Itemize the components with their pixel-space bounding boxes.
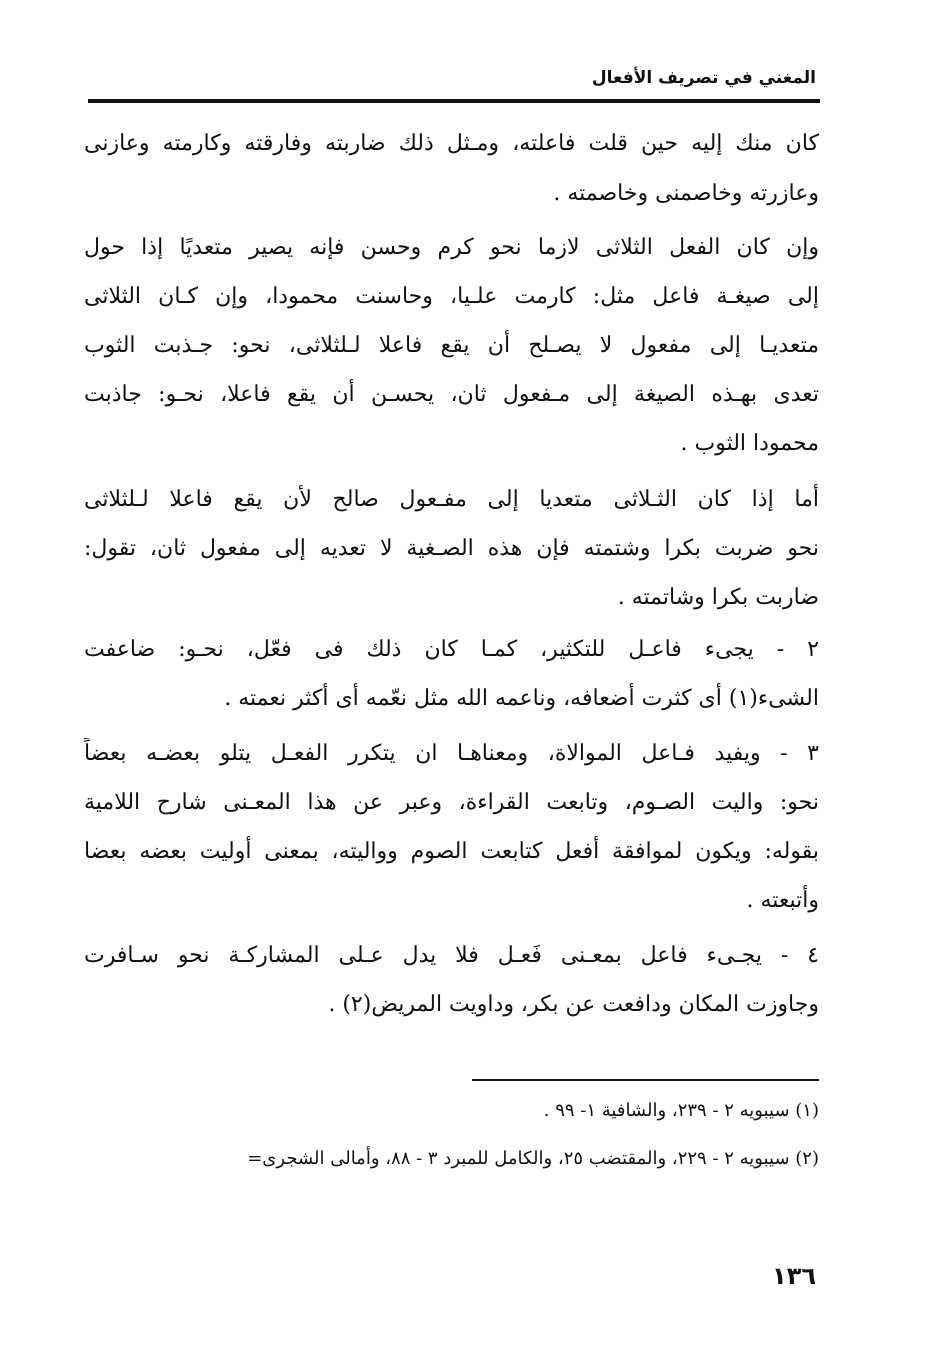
footnote: (٢) سيبويه ٢ - ٢٢٩، والمقتضب ٢٥، والكامل للمبرد ٣ - ٨٨، وأمالى الشجرى= bbox=[247, 1148, 819, 1169]
body-line: وإن كان الفعل الثلاثى لازما نحو كرم وحسن فإنه يصير متعديًا إذا حول bbox=[84, 235, 819, 260]
body-line: تعدى بهـذه الصيغة إلى مـفعول ثان، يحسـن أن يقع فاعلا، نحـو: جاذبت bbox=[84, 382, 819, 407]
body-line: ضاربت بكرا وشاتمته . bbox=[617, 585, 819, 610]
footnote-rule bbox=[472, 1079, 819, 1081]
body-line: إلى صيغـة فاعل مثل: كارمت علـيا، وحاسنت محمودا، وإن كـان الثلاثى bbox=[84, 284, 819, 309]
footnote: (١) سيبويه ٢ - ٢٣٩، والشافية ١- ٩٩ . bbox=[543, 1100, 819, 1121]
body-line: وأتبعته . bbox=[746, 888, 819, 913]
body-line: متعديـا إلى مفعول لا يصـلح أن يقع فاعلا لـلثلاثى، نحو: جـذبت الثوب bbox=[84, 333, 819, 358]
body-line: نحو: واليت الصـوم، وتابعت القراءة، وعبر عن هذا المعـنى شارح اللامية bbox=[84, 790, 819, 815]
body-line: ٢ - يجىء فاعـل للتكثير، كمـا كان ذلك فى فعّل، نحـو: ضاعفت bbox=[84, 637, 819, 662]
body-line: بقوله: ويكون لموافقة أفعل كتابعت الصوم وواليته، بمعنى أوليت بعضه بعضا bbox=[84, 839, 819, 864]
body-line: الشىء(١) أى كثرت أضعافه، وناعمه الله مثل نعّمه أى أكثر نعمته . bbox=[224, 686, 819, 711]
page-number: ١٣٦ bbox=[772, 1262, 816, 1290]
body-line: محمودا الثوب . bbox=[680, 431, 819, 456]
body-line: كان منك إليه حين قلت فاعلته، ومـثل ذلك ضاربته وفارقته وكارمته وعازنى bbox=[84, 131, 819, 156]
header-rule bbox=[88, 99, 820, 103]
body-line: وجاوزت المكان ودافعت عن بكر، وداويت المريض(٢) . bbox=[328, 992, 819, 1017]
body-line: نحو ضربت بكرا وشتمته فإن هذه الصـغية لا تعديه إلى مفعول ثان، تقول: bbox=[84, 536, 819, 561]
body-line: أما إذا كان الثـلاثى متعديا إلى مفـعول صالح لأن يقع فاعلا لـلثلاثى bbox=[84, 487, 819, 512]
running-header-title: المغني في تصريف الأفعال bbox=[591, 68, 816, 88]
body-line: ٣ - ويفيد فـاعل الموالاة، ومعناهـا ان يتكرر الفعـل يتلو بعضـه بعضاً bbox=[84, 741, 819, 766]
body-line: وعازرته وخاصمنى وخاصمته . bbox=[553, 181, 819, 206]
body-line: ٤ - يجـىء فاعل بمعـنى فَعـل فلا يدل عـلى المشاركـة نحو سـافرت bbox=[84, 943, 819, 968]
